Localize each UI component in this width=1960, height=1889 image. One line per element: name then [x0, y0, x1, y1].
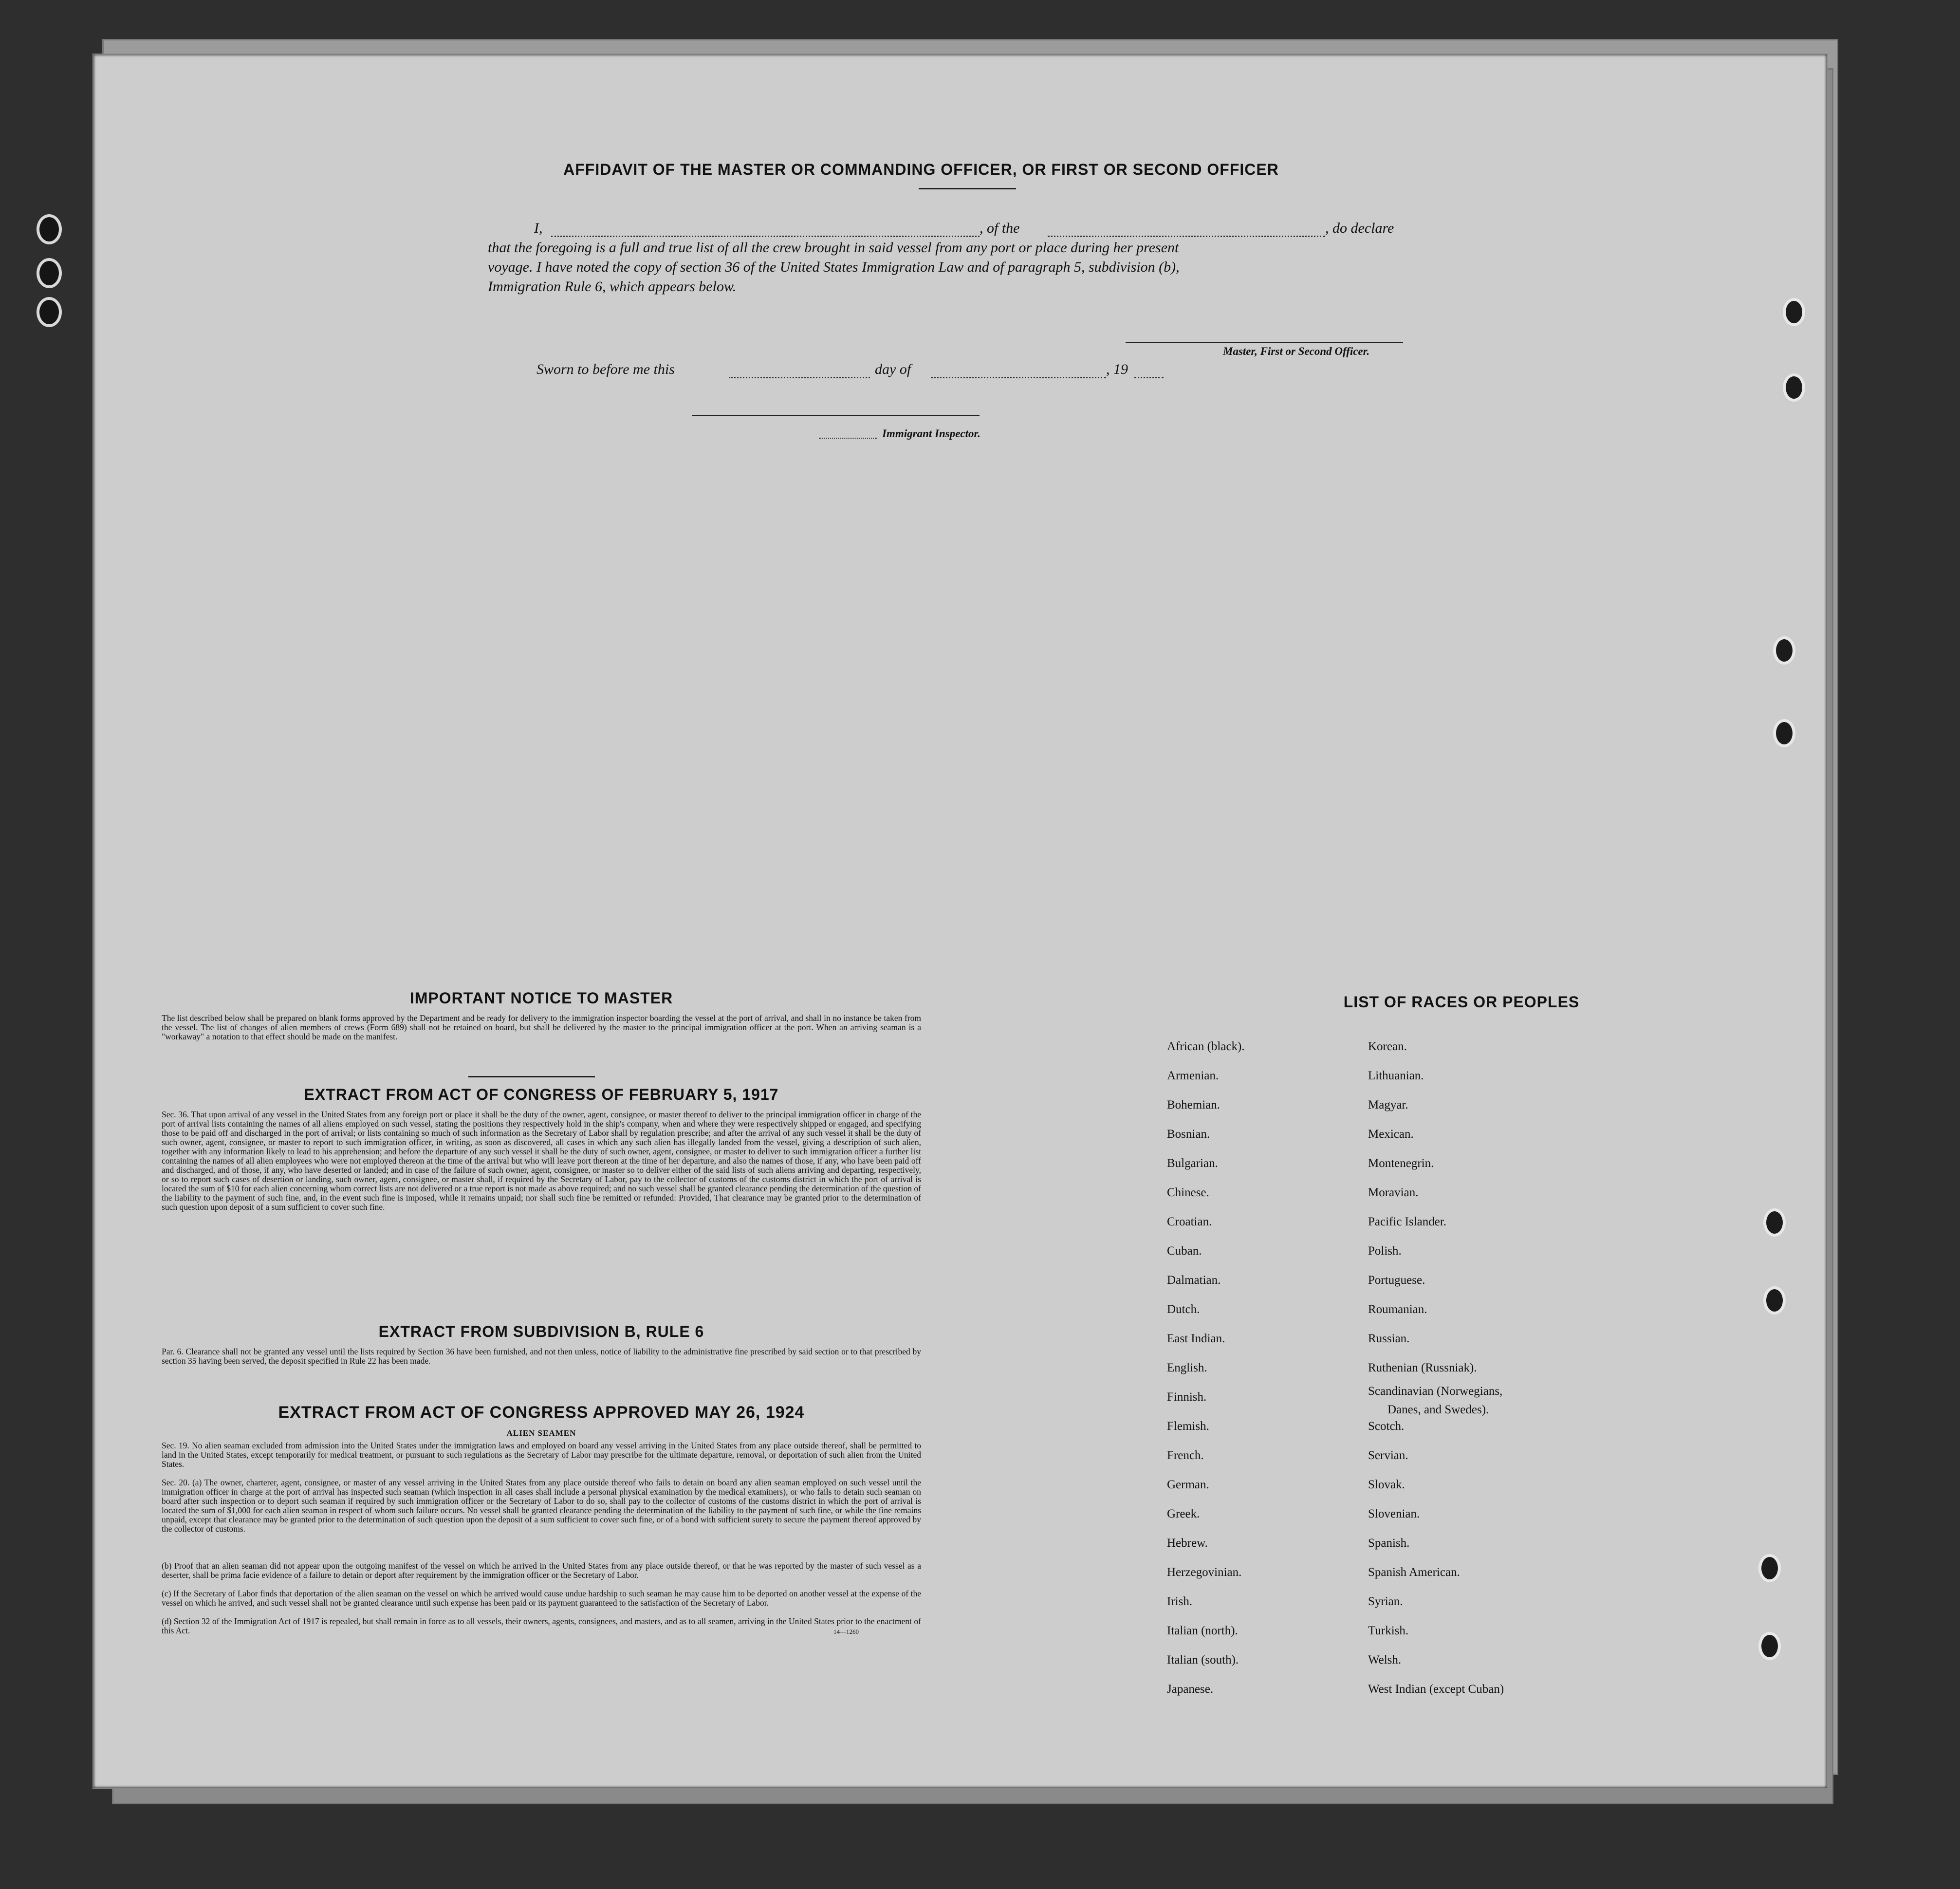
extract-rule6-title: EXTRACT FROM SUBDIVISION B, RULE 6 [378, 1323, 704, 1340]
punch-hole-icon [1763, 1208, 1786, 1237]
race-item: Turkish. [1368, 1624, 1409, 1637]
race-item: African (black). [1167, 1040, 1245, 1053]
notice-text: The list described below shall be prepared on blank forms approved by the Department and be ready for delivery to the immigration inspector boarding the vessel at the port of arrival, and shall in no instance be taken from the vessel. The list of changes of alien members of crews (Form 689) shall not be retained on board, but shall be delivered by the master to the principal immigration officer at the port. When an arriving seaman is a "workaway" a notation to that effect should be made on the manifest. [162, 1013, 921, 1041]
race-item: Servian. [1368, 1449, 1408, 1462]
punch-hole-icon [1758, 1632, 1781, 1660]
sworn-month-field[interactable] [931, 377, 1106, 378]
binder-hole-icon [37, 258, 62, 288]
alien-seamen-subtitle: ALIEN SEAMEN [506, 1428, 576, 1438]
race-item: Russian. [1368, 1332, 1410, 1345]
binder-hole-icon [37, 214, 62, 244]
sworn-day-field[interactable] [729, 377, 870, 378]
race-item: Montenegrin. [1368, 1157, 1434, 1170]
race-item: Polish. [1368, 1244, 1402, 1258]
form-number: 14—1260 [833, 1628, 859, 1635]
race-item: German. [1167, 1478, 1209, 1491]
race-item: Bulgarian. [1167, 1157, 1218, 1170]
sworn-day-of: day of [875, 361, 911, 377]
affidavit-i: I, [534, 220, 543, 236]
race-item: Bohemian. [1167, 1098, 1220, 1111]
affidavit-declare: , do declare [1325, 220, 1394, 236]
master-signature-label: Master, First or Second Officer. [1223, 345, 1370, 357]
extract-1924-sec19: Sec. 19. No alien seaman excluded from admission into the United States under the immigration laws and employed on board any vessel arriving in the United States from any place outside thereof, shall be permitted to land in the United States, except temporarily for medical treatment, or pursuant to such regulations as the Secretary of Labor may prescribe for the ultimate departure, removal, or deportation of such alien from the United States. [162, 1441, 921, 1469]
affidavit-line2: that the foregoing is a full and true list of all the crew brought in said vessel from any port or place during her present [488, 240, 1179, 256]
master-signature-line[interactable] [1126, 342, 1403, 343]
race-item: Finnish. [1167, 1390, 1207, 1404]
race-item: Greek. [1167, 1507, 1200, 1520]
race-item: Portuguese. [1368, 1274, 1425, 1287]
race-item: Bosnian. [1167, 1128, 1210, 1141]
race-item: Croatian. [1167, 1215, 1212, 1228]
document-page [92, 54, 1828, 1789]
race-item: Spanish. [1368, 1537, 1410, 1550]
notice-title: IMPORTANT NOTICE TO MASTER [409, 989, 673, 1007]
race-item: Italian (south). [1167, 1653, 1239, 1667]
punch-hole-icon [1783, 373, 1805, 402]
race-item: East Indian. [1167, 1332, 1225, 1345]
race-item: Syrian. [1368, 1595, 1403, 1608]
extract-1917-title: EXTRACT FROM ACT OF CONGRESS OF FEBRUARY 5, 1917 [304, 1086, 779, 1103]
inspector-dots [819, 438, 877, 439]
notice-divider [468, 1076, 595, 1077]
affidavit-of-the: , of the [980, 220, 1020, 236]
race-item: Cuban. [1167, 1244, 1202, 1258]
affidavit-line3: voyage. I have noted the copy of section 36 of the United States Immigration Law and of paragraph 5, subdivision (b), [488, 259, 1180, 275]
race-item: Dalmatian. [1167, 1274, 1221, 1287]
race-item: Magyar. [1368, 1098, 1408, 1111]
race-item: Italian (north). [1167, 1624, 1238, 1637]
sworn-prefix: Sworn to before me this [536, 361, 675, 377]
inspector-label: Immigrant Inspector. [882, 427, 980, 440]
affidavit-line4: Immigration Rule 6, which appears below. [488, 278, 737, 295]
inspector-signature-line[interactable] [692, 415, 980, 416]
punch-hole-icon [1783, 298, 1805, 326]
race-item: Flemish. [1167, 1420, 1209, 1433]
race-item: Moravian. [1368, 1186, 1419, 1199]
sworn-year: , 19 [1106, 361, 1128, 377]
race-item: Slovenian. [1368, 1507, 1420, 1520]
vessel-field[interactable] [1048, 236, 1325, 237]
race-item: Spanish American. [1368, 1566, 1460, 1579]
extract-1924-title: EXTRACT FROM ACT OF CONGRESS APPROVED MAY 26, 1924 [278, 1403, 805, 1422]
race-item: Welsh. [1368, 1653, 1402, 1667]
race-item: English. [1167, 1361, 1207, 1374]
race-item: Scotch. [1368, 1420, 1405, 1433]
race-item: Mexican. [1368, 1128, 1414, 1141]
race-item: Irish. [1167, 1595, 1193, 1608]
extract-rule6-text: Par. 6. Clearance shall not be granted any vessel until the lists required by Section 36 have been furnished, and not then unless, notice of liability to the administrative fine prescribed by said section or to that prescribed by section 35 having been served, the deposit specified in Rule 22 has been made. [162, 1347, 921, 1366]
race-item: Hebrew. [1167, 1537, 1208, 1550]
extract-1924-sec20b: (b) Proof that an alien seaman did not appear upon the outgoing manifest of the vessel on which he arrived in the United States from any place outside thereof, or that he was reported by the master of such vessel as a deserter, shall be prima facie evidence of a failure to detain or deport after requirement by the immigration officer or the Secretary of Labor. [162, 1561, 921, 1580]
race-item: Armenian. [1167, 1069, 1219, 1082]
extract-1924-sec20a: Sec. 20. (a) The owner, charterer, agent, consignee, or master of any vessel arriving in the United States from any place outside thereof who fails to detain on board any alien seaman employed on such vessel until the immigration officer in charge at the port of arrival has inspected such seaman (which inspection in all cases shall include a personal physical examination by the medical examiners), or who fails to detain such seaman on board after such inspection or to deport such seaman if required by such immigration officer or the Secretary of Labor to do so, shall pay to the collector of customs of the customs district in which the port of arrival is located the sum of $1,000 for each alien seaman in respect of whom such failure occurs. No vessel shall be granted clearance pending the determination of the liability to the payment of such fine, or while the fine remains unpaid, except that clearance may be granted prior to the determination of such question upon the deposit of a sum sufficient to cover such fine, or of a bond with sufficient surety to secure the payment thereof approved by the collector of customs. [162, 1478, 921, 1534]
extract-1924-sec20d: (d) Section 32 of the Immigration Act of 1917 is repealed, but shall remain in force as to all vessels, their owners, agents, consignees, and masters, and as to all seamen, arriving in the United States prior to the enactment of this Act. [162, 1616, 921, 1635]
race-item: Slovak. [1368, 1478, 1405, 1491]
sworn-year-field[interactable] [1134, 377, 1164, 378]
extract-1917-text: Sec. 36. That upon arrival of any vessel in the United States from any foreign port or place it shall be the duty of the owner, agent, consignee, or master thereof to deliver to the principal immigration officer in charge of the port of arrival lists containing the names of all aliens employed on such vessel, stating the positions they respectively hold in the ship's company, when and where they were respectively shipped or engaged, and specifying those to be paid off and discharged in the port of arrival; or lists containing so much of such information as the Secretary of Labor shall by regulation prescribe; and after the arrival of any such vessel it shall be the duty of such owner, agent, consignee, or master to report to such immigration officer, in writing, as soon as discovered, all cases in which any such alien has illegally landed from the vessel, giving a description of such alien, together with any information likely to lead to his apprehension; and before the departure of any such vessel it shall be the duty of such owner, agent, consignee, or master to deliver to such immigration officer a further list containing the names of all alien employees who were not employed thereon at the time of the arrival but who will leave port thereon at the time of her departure, and also the names of those, if any, who have been paid off and discharged, and of those, if any, who have deserted or landed; and in case of the failure of such owner, agent, consignee, or master so to deliver either of the said lists of such aliens arriving and departing, respectively, or so to report such cases of desertion or landing, such owner, agent, consignee, or master shall, if required by the Secretary of Labor, pay to the collector of customs of the customs district in which the port of arrival is located the sum of $10 for each alien concerning whom correct lists are not delivered or a true report is not made as above required; and no such vessel shall be granted clearance pending the determination of the question of the liability to the payment of such fine, and, in the event such fine is imposed, while it remains unpaid; nor shall such fine be remitted or refunded: Provided, That clearance may be granted prior to the determination of such question upon deposit of a sum sufficient to cover such fine. [162, 1110, 921, 1212]
punch-hole-icon [1773, 719, 1795, 747]
race-item: Scandinavian (Norwegians, [1368, 1385, 1503, 1398]
race-item: Danes, and Swedes). [1387, 1403, 1489, 1416]
extract-1924-sec20c: (c) If the Secretary of Labor finds that deportation of the alien seaman on the vessel on which he arrived would cause undue hardship to such seaman he may cause him to be deported on another vessel at the expense of the vessel on which he arrived, and such vessel shall not be granted clearance until such expense has been paid or its payment guaranteed to the satisfaction of the Secretary of Labor. [162, 1589, 921, 1608]
race-item: Chinese. [1167, 1186, 1209, 1199]
race-item: Ruthenian (Russniak). [1368, 1361, 1477, 1374]
race-item: Lithuanian. [1368, 1069, 1424, 1082]
name-field[interactable] [551, 236, 980, 237]
race-item: Dutch. [1167, 1303, 1200, 1316]
title-divider [919, 188, 1016, 189]
races-title: LIST OF RACES OR PEOPLES [1343, 993, 1580, 1011]
race-item: French. [1167, 1449, 1204, 1462]
race-item: Korean. [1368, 1040, 1407, 1053]
race-item: Japanese. [1167, 1683, 1214, 1696]
punch-hole-icon [1763, 1286, 1786, 1315]
race-item: Pacific Islander. [1368, 1215, 1447, 1228]
punch-hole-icon [1773, 636, 1795, 665]
race-item: Roumanian. [1368, 1303, 1427, 1316]
punch-hole-icon [1758, 1554, 1781, 1582]
binder-hole-icon [37, 297, 62, 327]
affidavit-title: AFFIDAVIT OF THE MASTER OR COMMANDING OFFICER, OR FIRST OR SECOND OFFICER [563, 161, 1279, 178]
race-item: West Indian (except Cuban) [1368, 1683, 1504, 1696]
race-item: Herzegovinian. [1167, 1566, 1242, 1579]
